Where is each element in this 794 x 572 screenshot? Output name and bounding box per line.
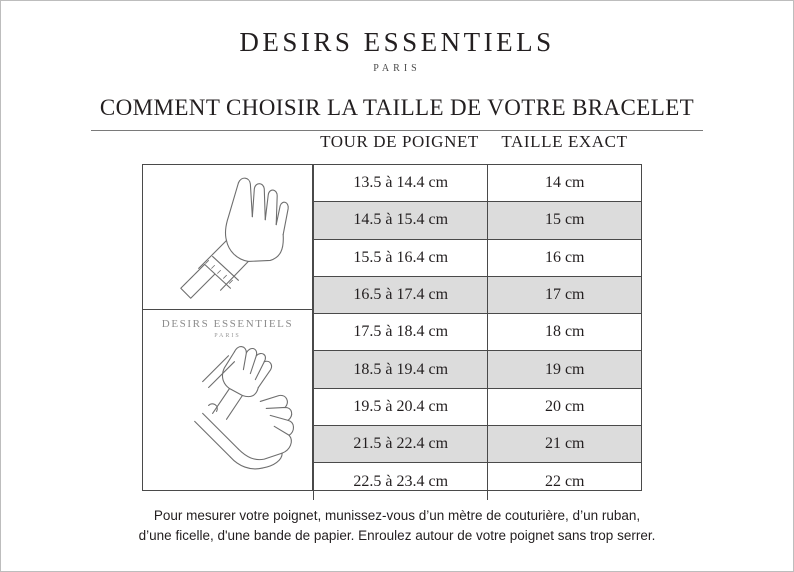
cell-size: 17 cm [488,276,641,313]
table-row [314,314,642,351]
size-chart [142,164,642,491]
column-header-wrist: TOUR DE POIGNET [320,132,479,151]
instructions-line-2: d’une ficelle, d'une bande de papier. Enroulez autour de votre poignet sans trop serrer. [138,528,656,543]
cell-size: 22 cm [488,463,641,500]
hand-with-measuring-tape-icon [143,165,312,309]
cell-size: 14 cm [488,165,641,202]
cell-size: 21 cm [488,426,641,463]
brand-header [1,27,793,74]
cell-size: 16 cm [488,239,641,276]
illustration-column [143,165,313,490]
table-row [314,426,642,463]
size-table [313,165,641,500]
table-row [314,351,642,388]
hand-with-paper-strip-icon [143,310,312,489]
page-title: COMMENT CHOISIR LA TAILLE DE VOTRE BRACELET [99,95,695,120]
column-header-size: TAILLE EXACT [501,132,628,151]
cell-wrist: 22.5 à 23.4 cm [314,463,488,500]
cell-wrist: 21.5 à 22.4 cm [314,426,488,463]
cell-wrist: 13.5 à 14.4 cm [314,165,488,202]
cell-size: 20 cm [488,388,641,425]
illustration-bottom [143,310,312,490]
table-row [314,202,642,239]
table-row [314,165,642,202]
illustration-watermark: DESIRS ESSENTIELS [161,318,294,330]
table-row [314,239,642,276]
cell-wrist: 19.5 à 20.4 cm [314,388,488,425]
cell-size: 18 cm [488,314,641,351]
table-row [314,388,642,425]
cell-wrist: 17.5 à 18.4 cm [314,314,488,351]
illustration-watermark-sub: PARIS [214,333,241,339]
measuring-instructions [1,506,793,546]
table-column-headers [312,132,642,152]
brand-subtitle: PARIS [373,63,421,74]
cell-wrist: 16.5 à 17.4 cm [314,276,488,313]
brand-name: DESIRS ESSENTIELS [239,27,555,57]
cell-size: 15 cm [488,202,641,239]
cell-wrist: 18.5 à 19.4 cm [314,351,488,388]
table-row [314,463,642,500]
illustration-top [143,165,312,310]
cell-wrist: 15.5 à 16.4 cm [314,239,488,276]
title-divider [91,130,703,131]
cell-wrist: 14.5 à 15.4 cm [314,202,488,239]
table-row [314,276,642,313]
cell-size: 19 cm [488,351,641,388]
size-table-body [314,165,642,500]
instructions-line-1: Pour mesurer votre poignet, munissez-vous d’un mètre de couturière, d’un ruban, [153,508,641,523]
